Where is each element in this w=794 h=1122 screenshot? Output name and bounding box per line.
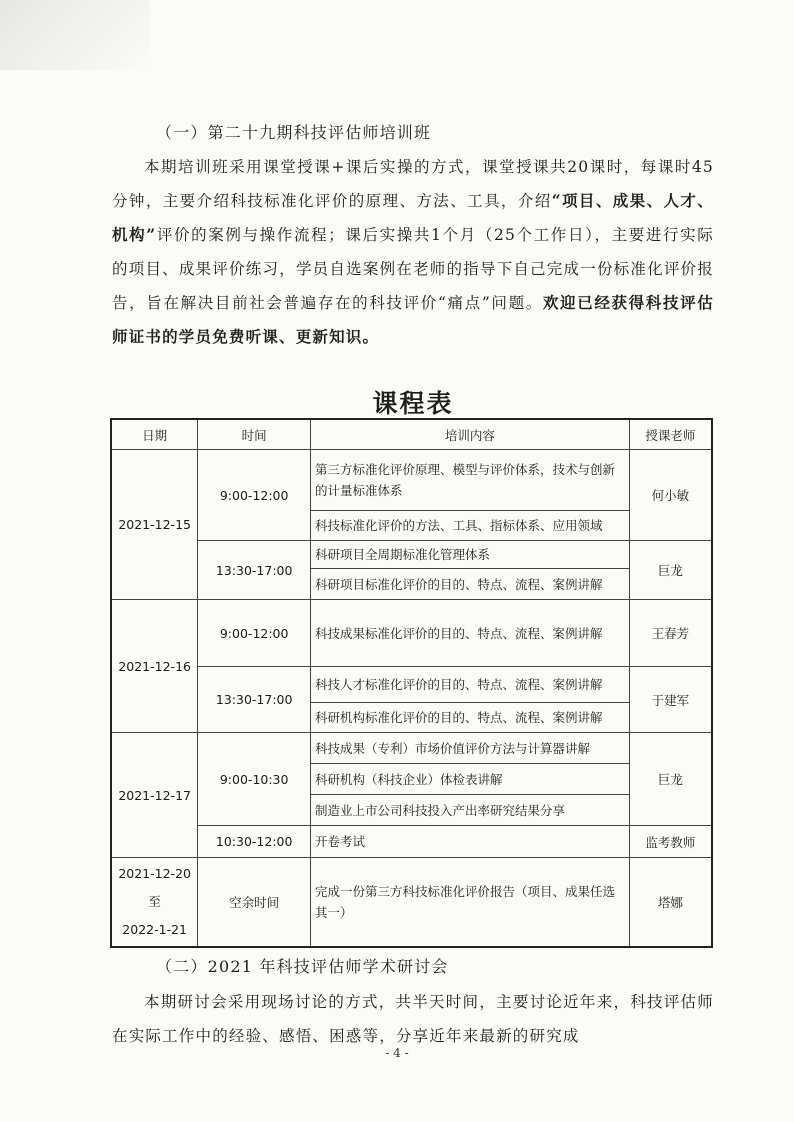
table-row [111,733,712,764]
teacher-cell: 巨龙 [629,541,712,600]
section1-heading [112,116,714,150]
table-row [111,858,712,948]
time-cell: 9:00-12:00 [198,600,311,667]
schedule-title: 课程表 [372,389,454,418]
section1-para-normal: 本期培训班采用课堂授课+课后实操的方式，课堂授课共20课时，每课时45分钟，主要介绍科技标准化评价的原理、方法、工具，介绍 [112,158,714,210]
date-end: 2022-1-21 [122,922,187,937]
content-cell: 科技人才标准化评价的目的、特点、流程、案例讲解 [311,667,630,703]
table-row [111,826,712,858]
time-cell: 10:30-12:00 [198,826,311,858]
time-cell: 空余时间 [198,858,311,948]
header-content: 培训内容 [311,419,630,450]
teacher-cell: 王春芳 [629,600,712,667]
page-number: - 4 - [385,1046,409,1060]
date-cell: 2021-12-15 [111,450,198,600]
section1-heading-text: （一）第二十九期科技评估师培训班 [156,123,432,142]
teacher-cell: 塔娜 [629,858,712,948]
content-cell: 科技成果标准化评价的目的、特点、流程、案例讲解 [311,600,630,667]
teacher-cell: 于建军 [629,667,712,733]
table-row [111,600,712,667]
content-cell: 制造业上市公司科技投入产出率研究结果分享 [311,795,630,826]
section2-heading [112,950,714,984]
date-start: 2021-12-20 [118,866,191,881]
time-cell: 13:30-17:00 [198,667,311,733]
content-cell: 完成一份第三方科技标准化评价报告（项目、成果任选其一） [311,858,630,948]
header-date: 日期 [111,419,198,450]
content-cell: 第三方标准化评价原理、模型与评价体系，技术与创新的计量标准体系 [311,450,630,511]
schedule-table [110,418,713,948]
table-header-row [111,419,712,450]
time-cell: 9:00-12:00 [198,450,311,541]
header-time: 时间 [198,419,311,450]
section1-para-bold-1: “项目、成果、人才、机构” [112,191,715,244]
table-row [111,667,712,703]
scan-stamp-mark [0,0,150,70]
content-cell: 科研机构（科技企业）体检表讲解 [311,764,630,795]
section1-paragraph [112,150,714,354]
table-row [111,541,712,569]
date-cell: 2021-12-17 [111,733,198,858]
content-cell: 科研项目标准化评价的目的、特点、流程、案例讲解 [311,569,630,600]
table-row [111,450,712,511]
date-separator: 至 [148,894,161,909]
section1-para-bold-2: 欢迎已经获得科技评估师证书的学员免费听课、更新知识。 [112,293,714,346]
time-cell: 9:00-10:30 [198,733,311,826]
content-cell: 开卷考试 [311,826,630,858]
teacher-cell: 何小敏 [629,450,712,541]
section2-heading-text: （二）2021 年科技评估师学术研讨会 [156,957,449,976]
teacher-cell: 巨龙 [629,733,712,826]
header-teacher: 授课老师 [629,419,712,450]
section1-para-normal-2: 评价的案例与操作流程；课后实操共1个月（25个工作日），主要进行实际的项目、成果评价练习，学员自选案例在老师的指导下自己完成一份标准化评价报告，旨在解决目前社会普遍存在的科技评价“痛点”问题。 [112,226,714,312]
teacher-cell: 监考教师 [629,826,712,858]
section2-paragraph: 本期研讨会采用现场讨论的方式，共半天时间，主要讨论近年来，科技评估师在实际工作中的经验、感悟、困惑等，分享近年来最新的研究成 [112,993,714,1045]
date-cell: 2021-12-16 [111,600,198,733]
content-cell: 科技成果（专利）市场价值评价方法与计算器讲解 [311,733,630,764]
date-range-cell [111,858,198,948]
content-cell: 科研机构标准化评价的目的、特点、流程、案例讲解 [311,703,630,733]
content-cell: 科研项目全周期标准化管理体系 [311,541,630,569]
time-cell: 13:30-17:00 [198,541,311,600]
content-cell: 科技标准化评价的方法、工具、指标体系、应用领域 [311,511,630,541]
